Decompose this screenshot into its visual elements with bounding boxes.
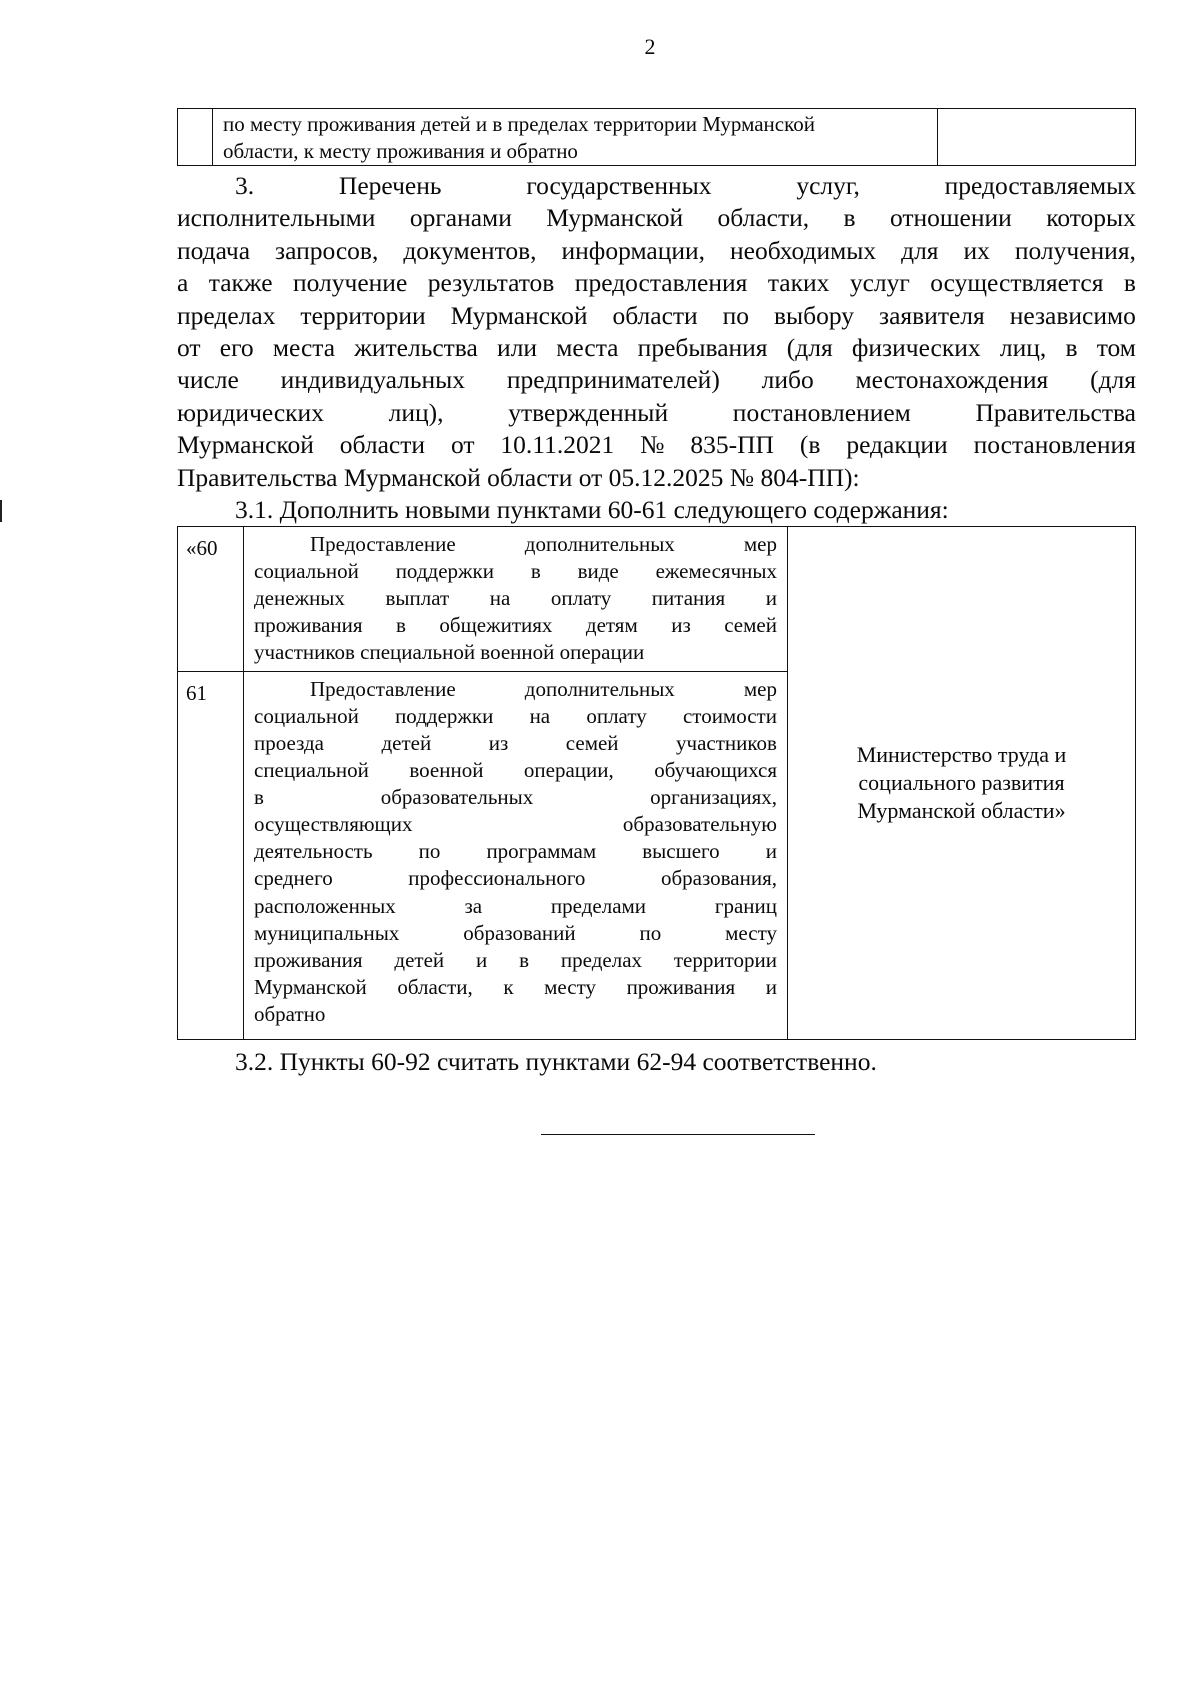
- description-line: [254, 612, 777, 639]
- paragraph-word: 10.11.2021: [500, 430, 615, 460]
- service-description: [244, 671, 788, 1039]
- description-word: программам: [486, 839, 597, 864]
- paragraph-word: Правительства: [975, 397, 1136, 427]
- paragraph-word: постановлением: [732, 397, 911, 427]
- paragraph-word: (для: [1090, 365, 1136, 395]
- paragraph-word: необходимых: [730, 235, 877, 265]
- paragraph-word: или: [497, 333, 538, 363]
- organization-line: социального развития: [858, 770, 1065, 795]
- paragraph-word: предпринимателей): [506, 365, 720, 395]
- description-word: организациях,: [650, 785, 777, 810]
- paragraph-word: результатов: [427, 268, 555, 298]
- description-word: мер: [743, 676, 777, 701]
- description-line: [254, 639, 777, 666]
- description-word: деятельность: [254, 839, 373, 864]
- paragraph-line: [177, 332, 1136, 364]
- description-word: пределах: [560, 947, 643, 972]
- row-number: «60: [178, 527, 244, 672]
- description-word: области,: [397, 974, 473, 999]
- paragraph-word: числе: [177, 365, 239, 395]
- paragraph-word: подача: [177, 235, 251, 265]
- paragraph-word: отношении: [889, 203, 1012, 233]
- paragraph-word: 3.: [235, 171, 255, 200]
- end-divider: [541, 1134, 815, 1135]
- description-word: месту: [544, 974, 596, 999]
- description-word: обучающихся: [654, 758, 777, 783]
- description-word: образования,: [660, 866, 777, 891]
- section-3-paragraph: [177, 170, 1136, 494]
- description-word: участников специальной военной операции: [254, 640, 645, 665]
- organization-line: Мурманской области»: [857, 798, 1066, 823]
- description-word: к: [503, 974, 514, 999]
- description-word: ежемесячных: [655, 559, 777, 584]
- paragraph-line: [177, 397, 1136, 429]
- description-line: [254, 757, 777, 784]
- section-3-1-heading: 3.1. Дополнить новыми пунктами 60-61 следующего содержания:: [235, 495, 949, 524]
- paragraph-line: [177, 429, 1136, 461]
- description-word: на: [489, 586, 511, 611]
- scan-artifact: [0, 500, 2, 522]
- description-word: выплат: [385, 586, 450, 611]
- paragraph-word: услуг,: [796, 171, 860, 200]
- paragraph-word: государственных: [526, 171, 712, 200]
- description-word: из: [488, 730, 509, 755]
- description-word: и: [765, 839, 777, 864]
- paragraph-line: [177, 462, 1136, 494]
- paragraph-word: в: [1065, 333, 1078, 363]
- paragraph-word: Мурманской: [177, 430, 314, 460]
- description-line: [254, 585, 777, 612]
- description-word: мер: [743, 532, 777, 556]
- description-line: [254, 531, 777, 558]
- description-word: детей: [381, 730, 432, 755]
- service-description: [244, 527, 788, 672]
- description-word: проезда: [254, 730, 324, 755]
- description-line: [254, 893, 777, 920]
- paragraph-word: местонахождения: [855, 365, 1049, 395]
- description-word: виде: [577, 559, 619, 584]
- paragraph-word: запросов,: [275, 235, 379, 265]
- description-word: социальной: [254, 559, 359, 584]
- description-word: детей: [394, 947, 445, 972]
- table-row: [178, 527, 1136, 672]
- paragraph-word: области,: [717, 203, 810, 233]
- paragraph-word: независимо: [1009, 300, 1136, 330]
- paragraph-word: Правительства Мурманской области от 05.12.2025 № 804-ПП):: [177, 462, 860, 492]
- paragraph-word: также: [208, 268, 273, 298]
- description-word: детям: [585, 613, 638, 638]
- continuation-org-cell: [938, 109, 1136, 166]
- description-word: высшего: [642, 839, 720, 864]
- description-word: осуществляющих: [254, 812, 413, 837]
- continuation-text-cell: [213, 109, 938, 166]
- paragraph-word: в: [1123, 268, 1136, 298]
- paragraph-word: Мурманской: [546, 203, 684, 233]
- description-line: [254, 920, 777, 947]
- description-word: в: [530, 559, 541, 584]
- paragraph-word: Перечень: [338, 171, 442, 200]
- paragraph-word: а: [177, 268, 189, 298]
- description-word: проживания: [254, 613, 363, 638]
- paragraph-word: заявителя: [879, 300, 985, 330]
- continuation-line: области, к месту проживания и обратно: [223, 139, 578, 163]
- description-word: денежных: [254, 586, 345, 611]
- paragraph-word: индивидуальных: [280, 365, 466, 395]
- paragraph-word: места: [556, 333, 619, 363]
- paragraph-word: от: [177, 333, 201, 363]
- description-word: Предоставление: [310, 676, 456, 701]
- description-word: расположенных: [254, 893, 396, 918]
- description-word: военной: [409, 758, 484, 783]
- paragraph-word: юридических: [177, 397, 324, 427]
- paragraph-word: №: [640, 430, 665, 460]
- continuation-number-cell: [178, 109, 213, 166]
- description-line: [254, 558, 777, 585]
- description-line: [254, 974, 777, 1001]
- paragraph-word: органами: [409, 203, 512, 233]
- description-word: и: [765, 586, 777, 611]
- paragraph-word: том: [1096, 333, 1136, 363]
- paragraph-word: постановления: [973, 430, 1136, 460]
- organization-line: Министерство труда и: [856, 742, 1067, 767]
- description-word: стоимости: [682, 703, 777, 728]
- paragraph-word: лиц),: [388, 397, 444, 427]
- paragraph-word: пребывания: [637, 333, 768, 363]
- description-word: пределами: [550, 893, 647, 918]
- paragraph-word: утвержденный: [508, 397, 669, 427]
- paragraph-word: таких: [767, 268, 830, 298]
- description-word: среднего: [254, 866, 333, 891]
- paragraph-word: информации,: [561, 235, 706, 265]
- paragraph-word: (в: [799, 430, 821, 460]
- description-word: проживания: [626, 974, 736, 999]
- paragraph-word: физических: [851, 333, 981, 363]
- description-word: семей: [724, 613, 777, 638]
- description-word: участников: [676, 730, 777, 755]
- paragraph-word: области: [612, 300, 698, 330]
- paragraph-word: пределах: [177, 300, 276, 330]
- description-word: за: [464, 893, 483, 918]
- description-word: месту: [725, 920, 777, 945]
- description-word: специальной: [254, 758, 369, 783]
- paragraph-line: [177, 202, 1136, 234]
- paragraph-word: услуг: [849, 268, 910, 298]
- description-word: Предоставление: [310, 532, 456, 556]
- paragraph-line: [177, 267, 1136, 299]
- paragraph-word: предоставляемых: [944, 171, 1136, 200]
- section-3-2-paragraph: 3.2. Пункты 60-92 считать пунктами 62-94 соответственно.: [235, 1047, 877, 1076]
- paragraph-word: редакции: [846, 430, 948, 460]
- description-line: [254, 865, 777, 892]
- description-word: проживания: [254, 947, 363, 972]
- paragraph-word: его: [219, 333, 254, 363]
- paragraph-word: исполнительными: [177, 203, 376, 233]
- description-word: и: [476, 947, 488, 972]
- description-word: муниципальных: [254, 920, 400, 945]
- paragraph-word: места: [272, 333, 336, 363]
- description-word: семей: [565, 730, 619, 755]
- description-word: в: [519, 947, 530, 972]
- paragraph-word: предоставления: [574, 268, 748, 298]
- description-line: [254, 811, 777, 838]
- description-word: операции,: [523, 758, 614, 783]
- paragraph-word: территории: [300, 300, 426, 330]
- paragraph-line: [177, 300, 1136, 332]
- paragraph-word: от: [450, 430, 475, 460]
- description-word: дополнительных: [524, 676, 675, 701]
- paragraph-word: в: [843, 203, 856, 233]
- paragraph-word: осуществляется: [930, 268, 1104, 298]
- paragraph-word: (для: [786, 333, 833, 363]
- paragraph-word: либо: [761, 365, 814, 395]
- paragraph-word: получения,: [1014, 235, 1136, 265]
- description-word: в: [396, 613, 406, 638]
- description-word: общежитиях: [439, 613, 553, 638]
- description-word: оплату: [550, 586, 612, 611]
- description-word: питания: [651, 586, 726, 611]
- row-number: 61: [178, 671, 244, 1039]
- description-word: социальной: [254, 703, 359, 728]
- description-word: границ: [714, 893, 777, 918]
- description-word: из: [671, 613, 691, 638]
- description-line: [254, 703, 777, 730]
- description-word: на: [529, 703, 551, 728]
- description-word: профессионального: [408, 866, 586, 891]
- page-number: 2: [644, 34, 656, 59]
- description-line: [254, 730, 777, 757]
- description-word: территории: [673, 947, 777, 972]
- description-word: обратно: [254, 1001, 326, 1026]
- paragraph-line: [177, 364, 1136, 396]
- description-word: по: [418, 839, 441, 864]
- services-table: [177, 526, 1136, 1040]
- description-line: [254, 676, 777, 703]
- paragraph-line: [177, 170, 1136, 202]
- description-word: образовательных: [380, 785, 534, 810]
- paragraph-word: выбору: [774, 300, 855, 330]
- paragraph-word: для: [901, 235, 939, 265]
- description-line: [254, 947, 777, 974]
- paragraph-word: Мурманской: [450, 300, 588, 330]
- paragraph-word: лиц,: [999, 333, 1047, 363]
- paragraph-word: жительства: [354, 333, 478, 363]
- paragraph-word: области: [339, 430, 426, 460]
- description-word: образований: [463, 920, 576, 945]
- description-word: образовательную: [622, 812, 777, 837]
- description-word: по: [639, 920, 662, 945]
- paragraph-word: которых: [1046, 203, 1136, 233]
- description-word: поддержки: [395, 703, 494, 728]
- paragraph-word: получение: [292, 268, 408, 298]
- paragraph-word: их: [963, 235, 990, 265]
- description-word: и: [765, 974, 777, 999]
- description-word: дополнительных: [524, 532, 675, 556]
- description-line: [254, 1001, 777, 1028]
- paragraph-word: по: [722, 300, 750, 330]
- description-word: оплату: [586, 703, 647, 728]
- continuation-line: по месту проживания детей и в пределах территории Мурманской: [223, 112, 815, 136]
- description-word: в: [254, 785, 264, 810]
- paragraph-word: 835-ПП: [690, 430, 774, 460]
- description-line: [254, 838, 777, 865]
- continuation-table: [177, 108, 1136, 166]
- paragraph-line: [177, 235, 1136, 267]
- description-word: поддержки: [395, 559, 494, 584]
- paragraph-word: документов,: [403, 235, 537, 265]
- description-word: Мурманской: [254, 974, 367, 999]
- description-line: [254, 784, 777, 811]
- organization-cell: [788, 527, 1136, 1040]
